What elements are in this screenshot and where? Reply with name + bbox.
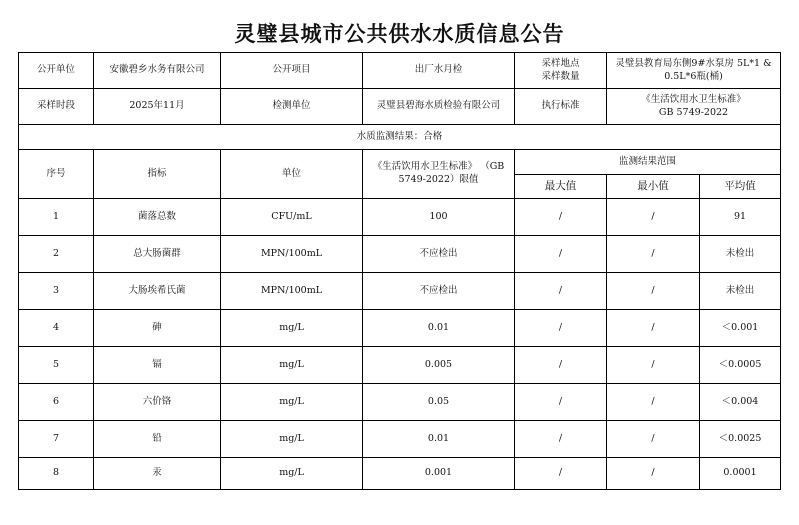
- header-limit-line2: 5749-2022）限值: [398, 174, 479, 185]
- header-limit: [363, 150, 515, 199]
- row-no: 4: [19, 310, 94, 347]
- row-avg: 0.0001: [700, 458, 781, 490]
- table-row: [19, 384, 781, 421]
- row-max: /: [515, 310, 607, 347]
- row-indicator: 大肠埃希氏菌: [94, 273, 221, 310]
- row-max: /: [515, 458, 607, 490]
- header-avg: 平均值: [700, 175, 781, 199]
- row-unit: CFU/mL: [221, 199, 363, 236]
- row-unit: MPN/100mL: [221, 273, 363, 310]
- sample-value-line2: 0.5L*6瓶(桶): [664, 70, 723, 82]
- row-max: /: [515, 236, 607, 273]
- row-avg: 未检出: [700, 236, 781, 273]
- header-indicator: 指标: [94, 150, 221, 199]
- row-max: /: [515, 199, 607, 236]
- row-avg: ＜0.0005: [700, 347, 781, 384]
- row-limit: 0.005: [363, 347, 515, 384]
- row-min: /: [607, 384, 700, 421]
- table-row: [19, 310, 781, 347]
- row-min: /: [607, 236, 700, 273]
- info-row-2: [19, 89, 781, 125]
- row-indicator: 汞: [94, 458, 221, 490]
- row-indicator: 六价铬: [94, 384, 221, 421]
- row-unit: mg/L: [221, 421, 363, 458]
- row-min: /: [607, 273, 700, 310]
- row-limit: 0.01: [363, 421, 515, 458]
- row-unit: MPN/100mL: [221, 236, 363, 273]
- table-row: [19, 273, 781, 310]
- info-row-1: [19, 53, 781, 89]
- row-indicator: 菌落总数: [94, 199, 221, 236]
- row-indicator: 总大肠菌群: [94, 236, 221, 273]
- pub-item-label: 公开项目: [221, 53, 363, 89]
- time-value: 2025年11月: [94, 89, 221, 125]
- table-row: [19, 347, 781, 384]
- row-unit: mg/L: [221, 458, 363, 490]
- result-row: [19, 125, 781, 150]
- std-value: [607, 89, 781, 125]
- table-row: [19, 236, 781, 273]
- row-no: 2: [19, 236, 94, 273]
- row-unit: mg/L: [221, 347, 363, 384]
- row-indicator: 铅: [94, 421, 221, 458]
- row-limit: 0.01: [363, 310, 515, 347]
- sample-label: [515, 53, 607, 89]
- row-no: 5: [19, 347, 94, 384]
- sample-value: [607, 53, 781, 89]
- row-limit: 0.05: [363, 384, 515, 421]
- row-max: /: [515, 384, 607, 421]
- header-limit-line1: 《生活饮用水卫生标准》 （GB: [372, 161, 505, 173]
- row-avg: ＜0.001: [700, 310, 781, 347]
- pub-unit-label: 公开单位: [19, 53, 94, 89]
- row-unit: mg/L: [221, 310, 363, 347]
- row-no: 6: [19, 384, 94, 421]
- row-no: 3: [19, 273, 94, 310]
- std-label: 执行标准: [515, 89, 607, 125]
- row-indicator: 砷: [94, 310, 221, 347]
- row-min: /: [607, 421, 700, 458]
- row-max: /: [515, 273, 607, 310]
- row-limit: 不应检出: [363, 273, 515, 310]
- row-limit: 不应检出: [363, 236, 515, 273]
- row-limit: 0.001: [363, 458, 515, 490]
- row-avg: 未检出: [700, 273, 781, 310]
- std-value-line1: 《生活饮用水卫生标准》: [641, 93, 746, 105]
- table-row: [19, 199, 781, 236]
- notice-title: 灵璧县城市公共供水水质信息公告: [234, 21, 565, 46]
- water-quality-table: [18, 52, 781, 490]
- row-indicator: 镉: [94, 347, 221, 384]
- std-value-line2: GB 5749-2022: [658, 106, 729, 118]
- row-avg: ＜0.0025: [700, 421, 781, 458]
- header-row-1: [19, 150, 781, 175]
- row-min: /: [607, 310, 700, 347]
- row-no: 8: [19, 458, 94, 490]
- sample-label-line1: 采样地点: [541, 57, 580, 69]
- header-max: 最大值: [515, 175, 607, 199]
- row-max: /: [515, 421, 607, 458]
- header-unit: 单位: [221, 150, 363, 199]
- row-unit: mg/L: [221, 384, 363, 421]
- result-text: 水质监测结果：合格: [19, 125, 781, 150]
- table-row: [19, 458, 781, 490]
- test-unit-label: 检测单位: [221, 89, 363, 125]
- pub-unit-value: 安徽碧乡水务有限公司: [94, 53, 221, 89]
- row-min: /: [607, 199, 700, 236]
- row-min: /: [607, 347, 700, 384]
- row-min: /: [607, 458, 700, 490]
- pub-item-value: 出厂水月检: [363, 53, 515, 89]
- sample-value-line1: 灵璧县教育局东侧9#水泵房 5L*1 &: [615, 57, 772, 69]
- row-no: 1: [19, 199, 94, 236]
- row-avg: 91: [700, 199, 781, 236]
- row-avg: ＜0.004: [700, 384, 781, 421]
- sample-label-line2: 采样数量: [541, 70, 580, 82]
- test-unit-value: 灵璧县碧海水质检验有限公司: [363, 89, 515, 125]
- header-range: 监测结果范围: [515, 150, 781, 175]
- time-label: 采样时段: [19, 89, 94, 125]
- row-no: 7: [19, 421, 94, 458]
- row-max: /: [515, 347, 607, 384]
- header-no: 序号: [19, 150, 94, 199]
- header-min: 最小值: [607, 175, 700, 199]
- row-limit: 100: [363, 199, 515, 236]
- table-row: [19, 421, 781, 458]
